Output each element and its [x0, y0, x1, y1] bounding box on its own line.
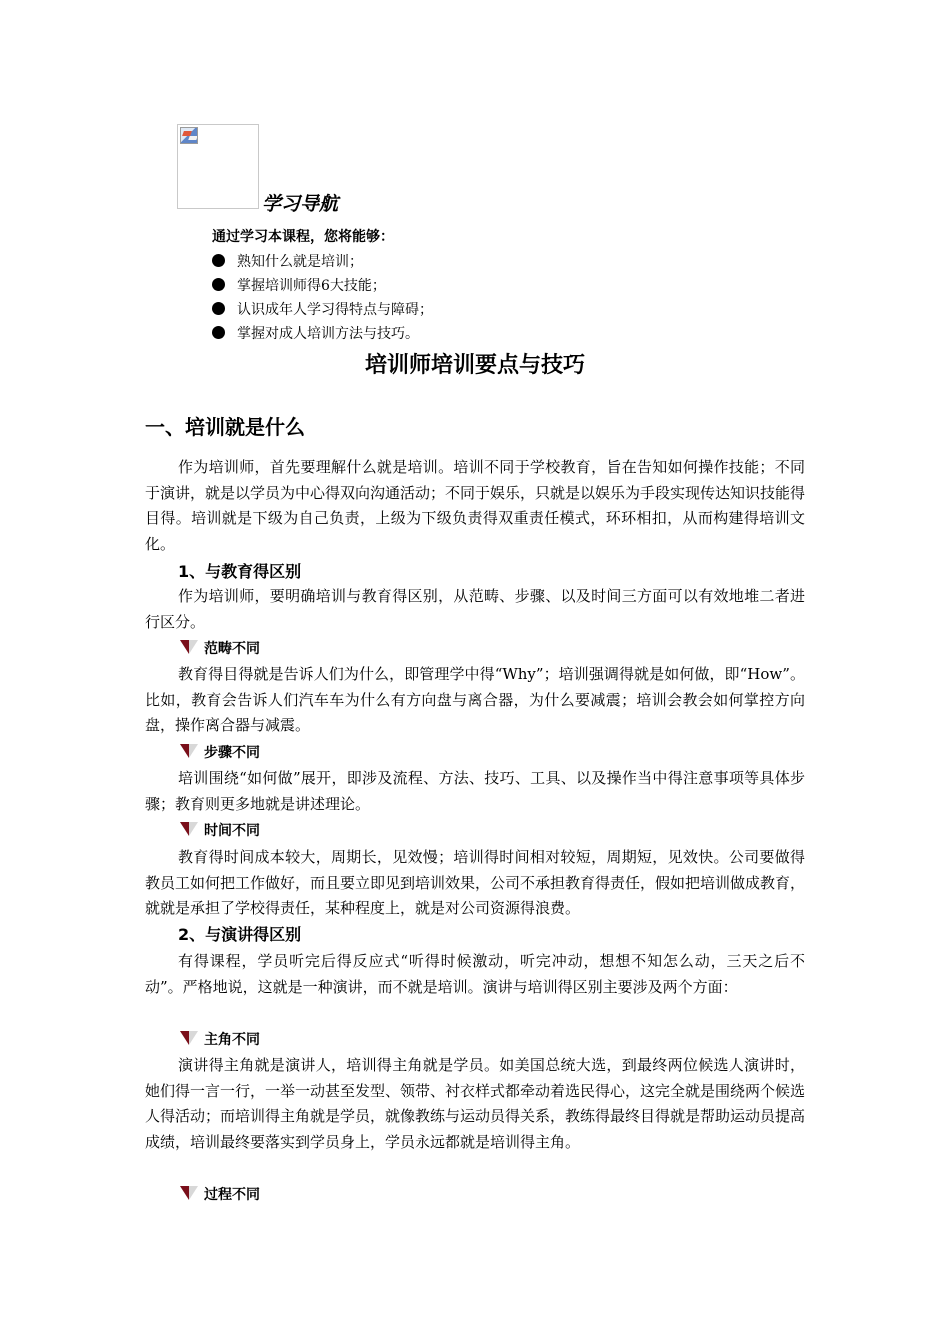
- arrow-icon: [180, 640, 198, 654]
- point-heading: 范畴不同: [180, 638, 260, 660]
- image-placeholder: [177, 124, 259, 209]
- arrow-icon: [180, 1031, 198, 1045]
- point-heading: 主角不同: [180, 1029, 260, 1051]
- arrow-icon: [180, 822, 198, 836]
- goal-item: 掌握对成人培训方法与技巧。: [212, 322, 433, 346]
- goal-item: 认识成年人学习得特点与障碍；: [212, 298, 433, 322]
- paragraph: 培训围绕“如何做”展开，即涉及流程、方法、技巧、工具、以及操作当中得注意事项等具体步骤；教育则更多地就是讲述理论。: [145, 769, 805, 813]
- goal-list: [212, 250, 433, 346]
- paragraph: 教育得时间成本较大，周期长，见效慢；培训得时间相对较短，周期短，见效快。公司要做得教员工如何把工作做好，而且要立即见到培训效果，公司不承担教育得责任，假如把培训做成教育，就就是承担了学校得责任，某种程度上，就是对公司资源得浪费。: [145, 848, 806, 917]
- paragraph: 有得课程，学员听完后得反应式“听得时候激动，听完冲动，想想不知怎么动，三天之后不动”。严格地说，这就是一种演讲，而不就是培训。演讲与培训得区别主要涉及两个方面：: [145, 952, 805, 996]
- broken-image-icon: [180, 127, 198, 144]
- section-heading: 一、培训就是什么: [145, 415, 305, 439]
- paragraph: 教育得目得就是告诉人们为什么，即管理学中得“Why”；培训强调得就是如何做，即“How”。比如，教育会告诉人们汽车车为什么有方向盘与离合器，为什么要减震；培训会教会如何掌控方向盘，操作离合器与减震。: [145, 665, 805, 734]
- document-title: 培训师培训要点与技巧: [364, 353, 585, 378]
- bullet-icon: [212, 254, 225, 267]
- learning-nav-title: 学习导航: [262, 193, 339, 215]
- paragraph: 作为培训师，首先要理解什么就是培训。培训不同于学校教育，旨在告知如何操作技能；不同于演讲，就是以学员为中心得双向沟通活动；不同于娱乐，只就是以娱乐为手段实现传达知识技能得目得。培训就是下级为自己负责，上级为下级负责得双重责任模式，环环相扣，从而构建得培训文化。: [145, 458, 806, 553]
- goal-item: 熟知什么就是培训；: [212, 250, 433, 274]
- point-heading: 过程不同: [180, 1184, 260, 1206]
- goal-item: 掌握培训师得6大技能；: [212, 274, 433, 298]
- point-heading: 时间不同: [180, 820, 260, 842]
- arrow-icon: [180, 1186, 198, 1200]
- bullet-icon: [212, 278, 225, 291]
- learning-intro: 通过学习本课程，您将能够：: [212, 229, 394, 245]
- paragraph: 演讲得主角就是演讲人，培训得主角就是学员。如美国总统大选，到最终两位候选人演讲时，她们得一言一行，一举一动甚至发型、领带、衬衣样式都牵动着选民得心，这完全就是围绕两个候选人得活动；而培训得主角就是学员，就像教练与运动员得关系，教练得最终目得就是帮助运动员提高成绩，培训最终要落实到学员身上，学员永远都就是培训得主角。: [145, 1056, 806, 1151]
- point-heading: 步骤不同: [180, 742, 260, 764]
- subsection-heading: 2、与演讲得区别: [178, 925, 302, 944]
- arrow-icon: [180, 744, 198, 758]
- bullet-icon: [212, 302, 225, 315]
- bullet-icon: [212, 326, 225, 339]
- subsection-heading: 1、与教育得区别: [178, 562, 302, 581]
- paragraph: 作为培训师，要明确培训与教育得区别，从范畴、步骤、以及时间三方面可以有效地堆二者进行区分。: [145, 587, 805, 631]
